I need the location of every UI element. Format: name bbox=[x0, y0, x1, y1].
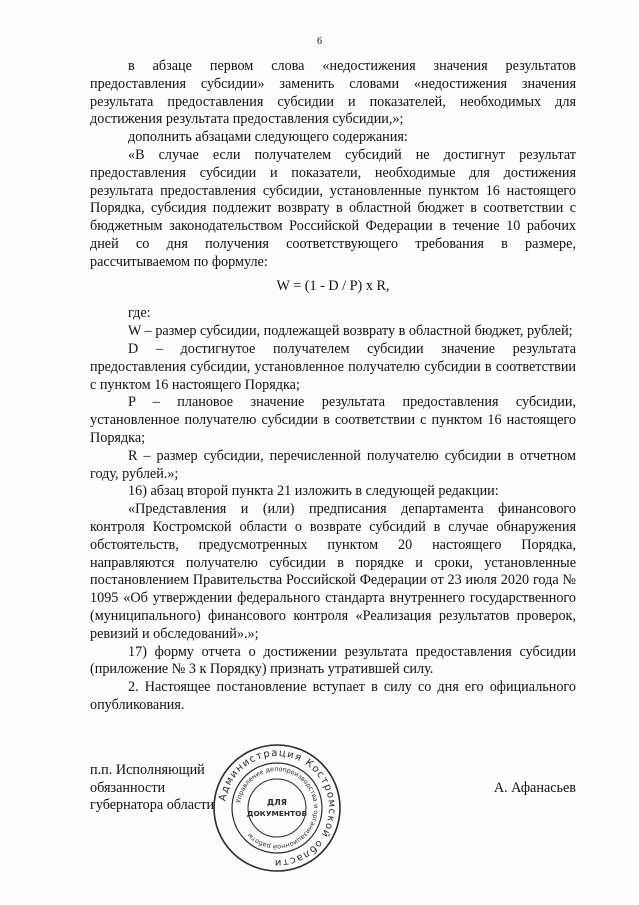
document-body bbox=[90, 58, 576, 715]
item-17: 17) форму отчета о достижении результата предоставления субсидии (приложение № 3 к Порядку) признать утратившей силу. bbox=[90, 643, 576, 678]
stamp-inner-text: Управление делопроизводства и организационной работы bbox=[234, 764, 321, 852]
paragraph-add-intro: дополнить абзацами следующего содержания: bbox=[128, 129, 408, 146]
paragraph-amendment: в абзаце первом слова «недостижения значения результатов предоставления субсидии» заменить словами «недостижения значения результата предоставления субсидии и показателей, необходимых для достижения результата предоставления субсидии,»; bbox=[90, 58, 576, 128]
definition-p: P – плановое значение результата предоставления субсидии, установленное получателю субсидии в соответствии с пунктом 16 настоящего Порядка; bbox=[90, 394, 576, 446]
paragraph-refund-rule: «В случае если получателем субсидий не достигнут результат предоставления субсидии и показатели, необходимые для достижения результата предоставления субсидии, установленные пунктом 16 настоящего Порядка, субсидия подлежит возврату в областной бюджет в соответствии с бюджетным законодательством Российской Федерации в течение 10 рабочих дней со дня получения соответствующего требования в размере, рассчитываемом по формуле: bbox=[90, 146, 576, 270]
item-16-heading: 16) абзац второй пункта 21 изложить в следующей редакции: bbox=[128, 483, 499, 500]
item-16-text: «Представления и (или) предписания департамента финансового контроля Костромской области о возврате субсидий в случае обнаружения обстоятельств, предусмотренных пунктом 20 настоящего Порядка, направляются получателю субсидии в порядке и сроки, установленные постановлением Правительства Российской Федерации от 23 июля 2020 года № 1095 «Об утверждении федерального стандарта внутреннего государственного (муниципального) финансового контроля «Реализация результатов проверок, ревизий и обследований».»; bbox=[90, 501, 576, 642]
signatory-title-line2: губернатора области bbox=[90, 797, 215, 813]
definition-w: W – размер субсидии, подлежащей возврату в областной бюджет, рублей; bbox=[128, 323, 573, 340]
stamp-outer-text: Администрация Костромской области bbox=[217, 747, 338, 869]
where-label: где: bbox=[128, 305, 151, 322]
stamp-center-line1: ДЛЯ bbox=[267, 798, 287, 807]
signatory-title-line1: п.п. Исполняющий обязанности bbox=[90, 762, 205, 796]
signatory-name: А. Афанасьев bbox=[493, 780, 576, 796]
definition-d: D – достигнутое получателем субсидии значение результата предоставления субсидии, установленное получателю субсидии в соответствии с пунктом 16 настоящего Порядка; bbox=[90, 340, 576, 393]
item-2-effective-date: 2. Настоящее постановление вступает в силу со дня его официального опубликования. bbox=[90, 679, 576, 713]
page-number: 6 bbox=[317, 36, 322, 47]
definition-r: R – размер субсидии, перечисленной получателю субсидии в отчетном году, рублей.»; bbox=[90, 447, 576, 482]
official-stamp bbox=[211, 742, 343, 874]
formula: W = (1 - D / P) x R, bbox=[276, 277, 390, 294]
stamp-center-line2: ДОКУМЕНТОВ bbox=[246, 809, 308, 818]
